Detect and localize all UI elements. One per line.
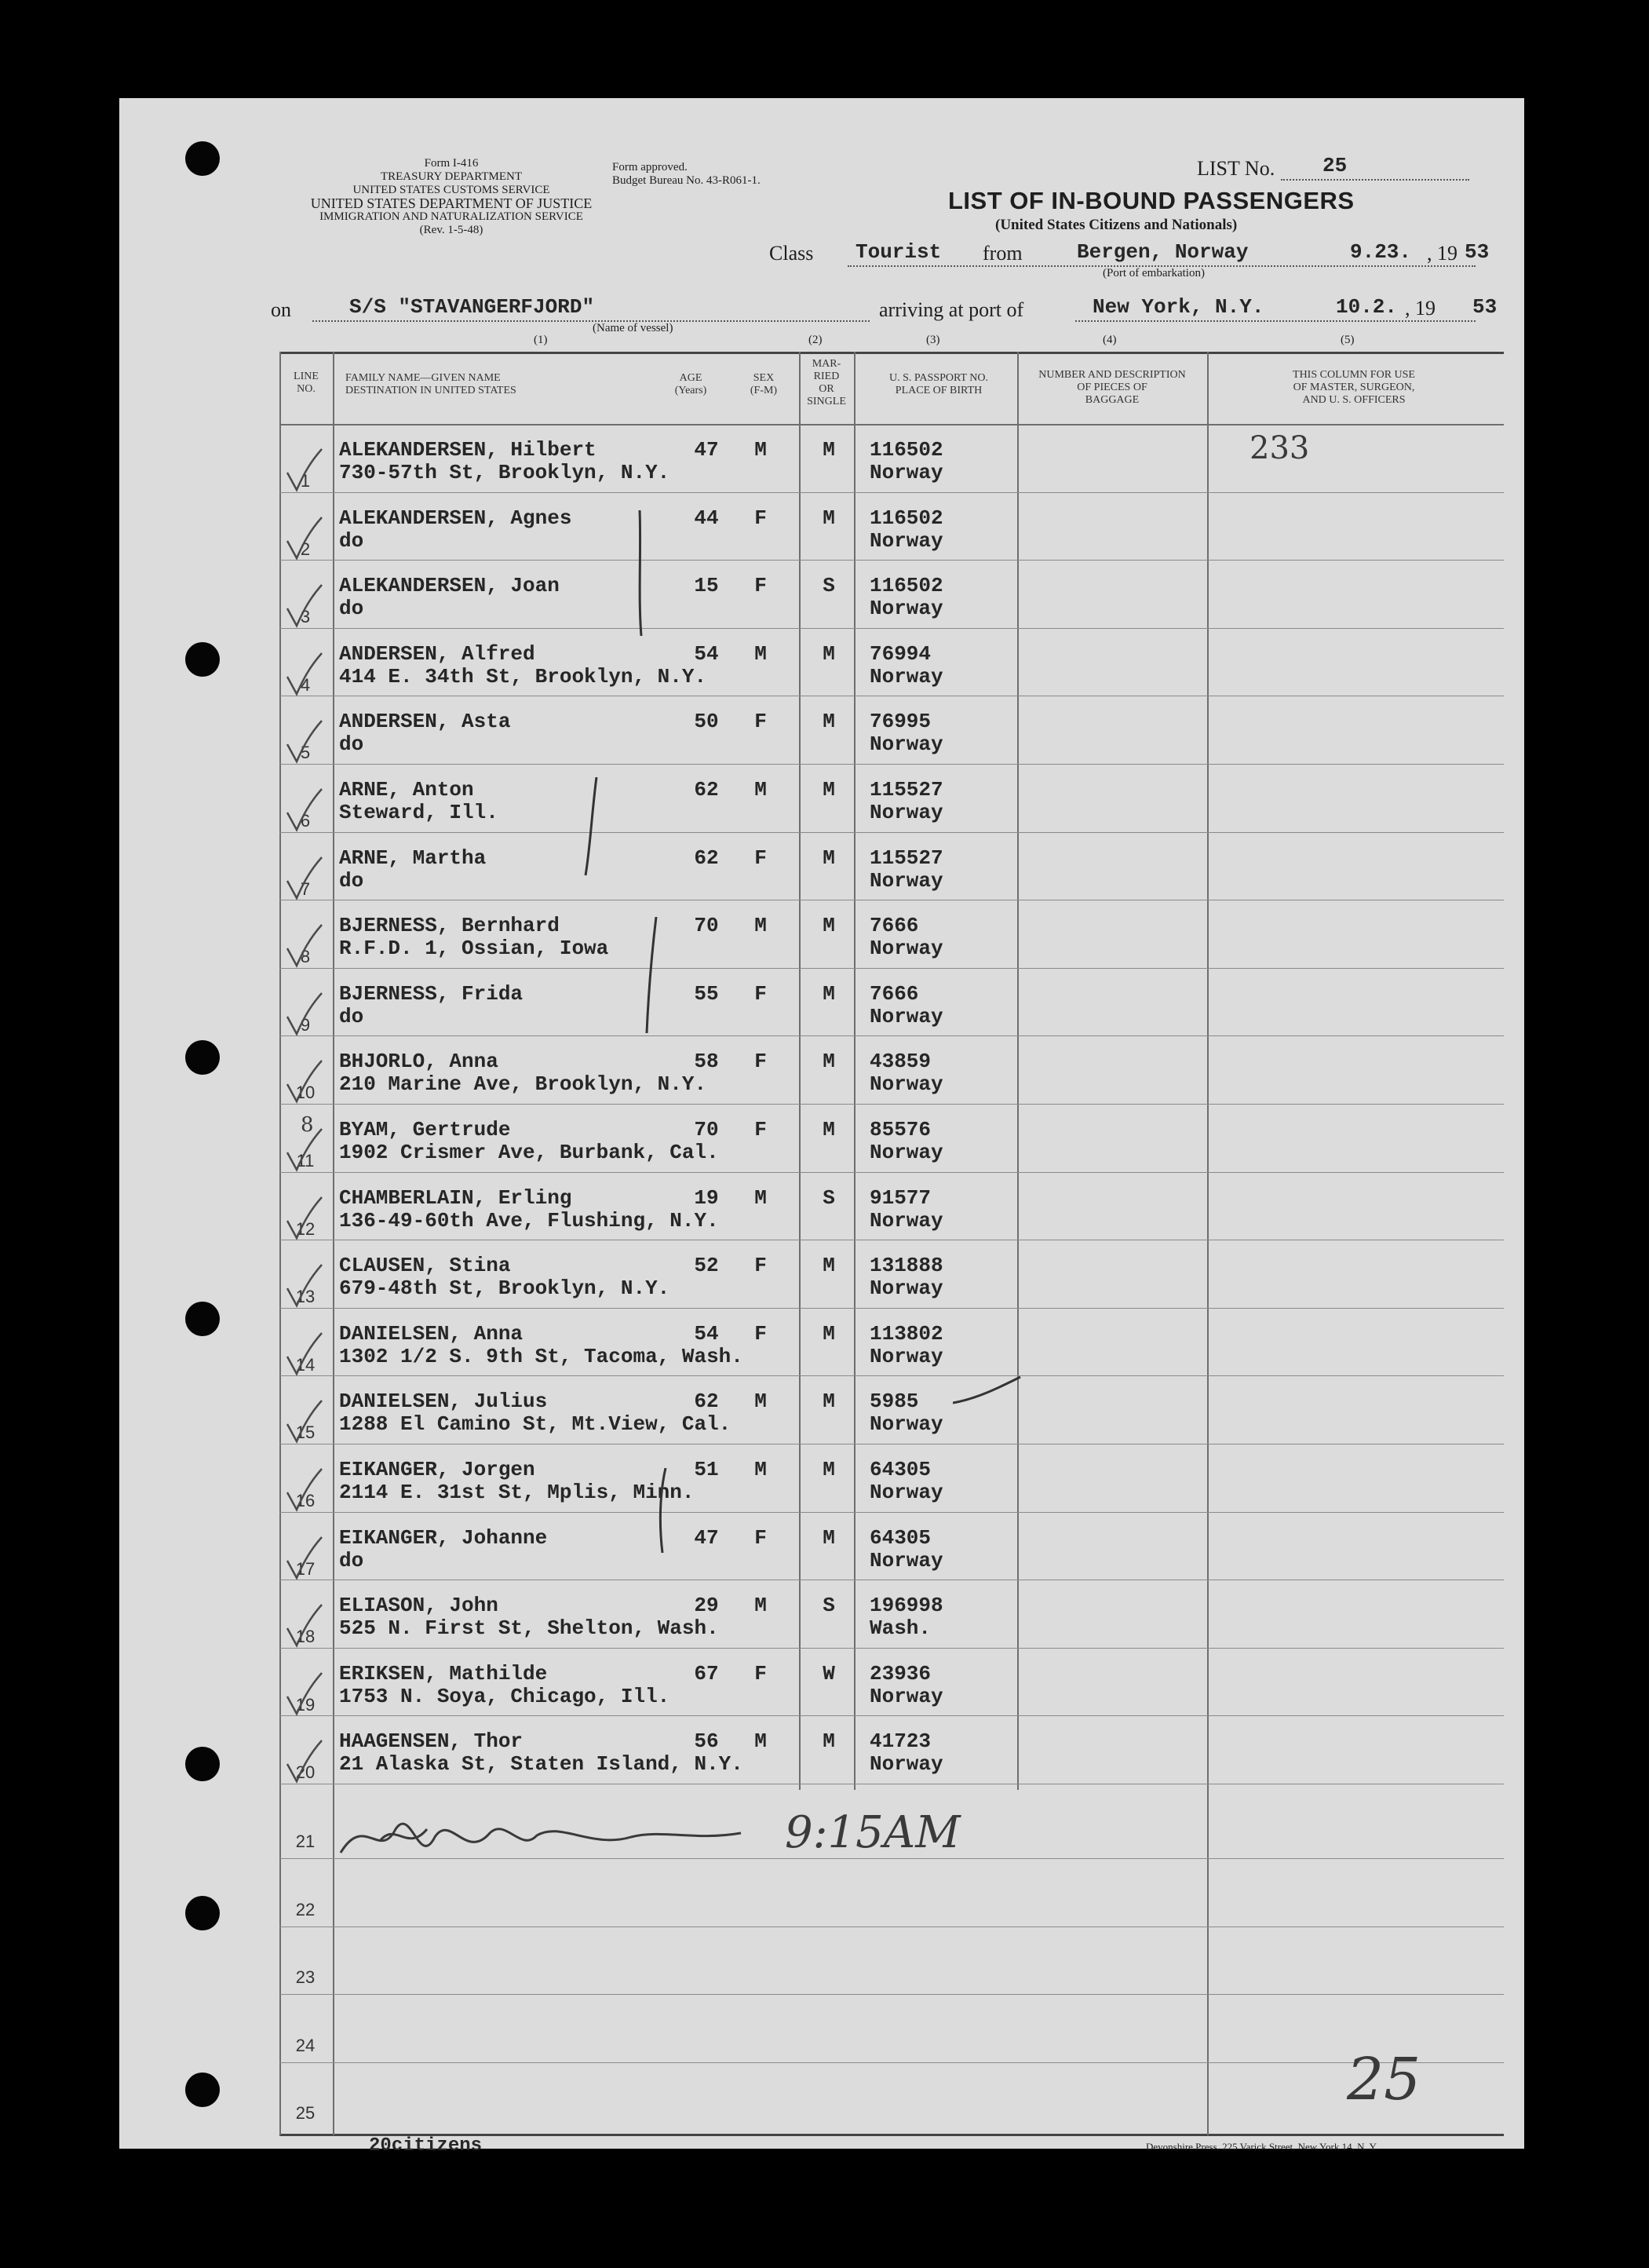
check-mark-icon [286,1601,325,1649]
table-row [279,634,1504,702]
passport-number: 43859 [870,1050,932,1074]
passport-number: 115527 [870,845,943,870]
place-of-birth: Norway [870,1481,943,1504]
passport-number: 76995 [870,710,932,734]
passenger-name: BJERNESS, Bernhard [339,914,560,938]
destination: 730-57th St, Brooklyn, N.Y. [339,461,670,484]
list-no-line [1281,179,1469,181]
embark-caption: (Port of embarkation) [1103,267,1205,279]
header-name: FAMILY NAME—GIVEN NAME DESTINATION IN UNITED STATES [345,372,516,396]
sex: F [754,710,767,734]
table-row [279,974,1504,1042]
line-number: 20 [295,1762,316,1783]
table-row [279,770,1504,838]
header-age: AGE (Years) [674,372,707,396]
sex: F [754,574,767,598]
signature-time: 9:15AM [785,1807,961,1858]
binder-hole [185,1302,220,1336]
marital-status: M [823,1525,835,1550]
check-mark-icon [286,1194,325,1241]
age: 55 [694,981,719,1006]
passenger-name: DANIELSEN, Anna [339,1321,524,1346]
passenger-name: ARNE, Martha [339,845,487,870]
sex: M [754,1390,767,1414]
check-mark-icon [286,786,325,833]
passport-number: 115527 [870,778,943,802]
line-number: 19 [295,1694,316,1715]
destination: 1302 1/2 S. 9th St, Tacoma, Wash. [339,1344,743,1368]
check-stroke [624,510,655,636]
destination: 1753 N. Soya, Chicago, Ill. [339,1684,670,1708]
place-of-birth: Norway [870,597,943,621]
table-row [279,1110,1504,1178]
passenger-name: ALEKANDERSEN, Joan [339,574,560,598]
marital-status: M [823,710,835,734]
marital-status: S [823,1185,835,1210]
age: 62 [694,1390,719,1414]
form-approval [612,161,761,188]
passport-number: 196998 [870,1594,943,1618]
place-of-birth: Norway [870,732,943,757]
printer-imprint: Devonshire Press, 225 Varick Street, New York 14, N. Y. [1146,2141,1378,2153]
binder-hole [185,642,220,677]
place-of-birth: Norway [870,1344,943,1368]
age: 29 [694,1594,719,1618]
header-bottom-border [279,424,1504,425]
arrival-port: New York, N.Y. [1093,295,1264,319]
line-number: 9 [300,1014,311,1035]
line-number: 11 [296,1151,315,1171]
treasury-dept: TREASURY DEPARTMENT [380,170,523,183]
column-number-5: (5) [1341,334,1355,346]
destination: R.F.D. 1, Ossian, Iowa [339,937,609,961]
arrival-line [1075,320,1476,322]
age: 47 [694,1525,719,1550]
age: 67 [694,1661,719,1685]
justice-dept: UNITED STATES DEPARTMENT OF JUSTICE [310,195,593,211]
check-mark-icon [286,1262,325,1309]
sex: F [754,1118,767,1141]
line-number: 5 [300,743,311,763]
age: 52 [694,1254,719,1278]
destination: do [339,1004,364,1028]
vessel-caption: (Name of vessel) [593,322,673,334]
sex: F [754,1321,767,1346]
passport-number: 41723 [870,1729,932,1754]
table-row [279,499,1504,566]
line-number: 21 [295,1832,316,1851]
sex: F [754,845,767,870]
place-of-birth: Wash. [870,1616,932,1641]
age: 54 [694,1321,719,1346]
check-mark-icon [286,650,325,697]
passport-number: 113802 [870,1321,943,1346]
document-subtitle: (United States Citizens and Nationals) [995,217,1238,233]
marital-status: M [823,1254,835,1278]
table-row [279,838,1504,906]
header-sex: SEX (F-M) [750,372,778,396]
form-number: Form I-416 [424,157,479,170]
header-officers: THIS COLUMN FOR USE OF MASTER, SURGEON, AND U. S. OFFICERS [1293,369,1415,406]
approved-text: Form approved. [612,161,688,173]
binder-hole [185,1896,220,1930]
line-number: 1 [300,471,311,491]
marital-status: W [823,1661,835,1685]
age: 51 [694,1458,719,1481]
line-number: 8 [300,947,311,967]
place-of-birth: Norway [870,1072,943,1097]
line-number: 10 [295,1083,316,1103]
sex: F [754,1254,767,1278]
table-row [279,1586,1504,1653]
passport-number: 5985 [870,1390,919,1414]
binder-hole [185,2073,220,2107]
revision: (Rev. 1-5-48) [419,224,483,236]
officer-number: 233 [1250,430,1310,466]
line-number: 18 [295,1627,316,1647]
line-number: 3 [300,607,311,627]
check-mark-icon [286,1466,325,1513]
header-baggage: NUMBER AND DESCRIPTION OF PIECES OF BAGGAGE [1038,369,1186,406]
list-no-value: 25 [1322,154,1348,177]
marital-status: M [823,506,835,530]
check-stroke [579,777,611,879]
table-row [279,1178,1504,1246]
sex: M [754,438,767,462]
passenger-name: CLAUSEN, Stina [339,1254,511,1278]
destination: 136-49-60th Ave, Flushing, N.Y. [339,1208,719,1233]
marital-status: M [823,1458,835,1481]
check-mark-icon [286,990,325,1037]
passport-number: 131888 [870,1254,943,1278]
binder-hole [185,141,220,176]
age: 70 [694,914,719,938]
depart-date: 9.23. [1350,240,1412,264]
check-mark-icon [286,582,325,629]
passport-number: 64305 [870,1525,932,1550]
line-number: 17 [295,1558,316,1579]
passenger-name: ELIASON, John [339,1594,498,1618]
check-mark-icon [286,514,325,561]
row-separator [279,2062,1504,2063]
place-of-birth: Norway [870,528,943,553]
line-number: 22 [295,1899,316,1919]
list-no-label: LIST No. [1197,157,1275,180]
marital-status: M [823,1118,835,1141]
line-number: 4 [300,674,311,695]
place-of-birth: Norway [870,1752,943,1777]
destination: Steward, Ill. [339,801,498,824]
on-label: on [271,298,291,321]
age: 54 [694,641,719,666]
citizen-total: 20citizens [369,2135,483,2157]
age: 56 [694,1729,719,1754]
place-of-birth: Norway [870,868,943,893]
passenger-name: HAAGENSEN, Thor [339,1729,524,1754]
marital-status: M [823,1321,835,1346]
age: 70 [694,1118,719,1141]
destination: 525 N. First St, Shelton, Wash. [339,1616,719,1641]
document-title: LIST OF IN-BOUND PASSENGERS [948,187,1355,214]
destination: 1902 Crismer Ave, Burbank, Cal. [339,1141,719,1164]
passenger-name: DANIELSEN, Julius [339,1390,548,1414]
line-number: 7 [300,878,311,899]
sex: F [754,1050,767,1074]
table-row [279,1382,1504,1449]
passenger-name: ALEKANDERSEN, Agnes [339,506,572,530]
arrival-year-prefix: , 19 [1405,297,1436,320]
line-number: 15 [295,1423,316,1443]
table-row [279,566,1504,634]
check-mark-icon [286,1534,325,1581]
place-of-birth: Norway [870,1004,943,1028]
destination: 210 Marine Ave, Brooklyn, N.Y. [339,1072,707,1097]
check-mark-icon [286,1670,325,1717]
line-number: 6 [300,811,311,831]
marital-status: S [823,574,835,598]
table-row [279,702,1504,769]
sex: M [754,1729,767,1754]
line-number: 14 [295,1354,316,1375]
table-row [279,906,1504,973]
customs-service: UNITED STATES CUSTOMS SERVICE [352,184,550,196]
check-mark-icon [286,1330,325,1377]
passenger-name: BYAM, Gertrude [339,1118,511,1141]
place-of-birth: Norway [870,1208,943,1233]
place-of-birth: Norway [870,1684,943,1708]
destination: do [339,528,364,553]
destination: do [339,868,364,893]
check-mark-icon [286,718,325,765]
binder-hole [185,1040,220,1075]
destination: 2114 E. 31st St, Mplis, Minn. [339,1481,695,1504]
place-of-birth: Norway [870,461,943,484]
check-stroke [953,1375,1023,1407]
passport-number: 116502 [870,574,943,598]
check-stroke [648,1468,680,1554]
table-row [279,1042,1504,1109]
header-passport: U. S. PASSPORT NO. PLACE OF BIRTH [889,372,988,396]
passenger-name: EIKANGER, Johanne [339,1525,548,1550]
sex: F [754,1525,767,1550]
marital-status: M [823,981,835,1006]
check-stroke [637,917,669,1035]
sex: F [754,506,767,530]
marital-status: M [823,641,835,666]
corner-number: 25 [1347,2046,1421,2113]
destination: do [339,732,364,757]
table-top-border [279,352,1504,354]
line-number: 2 [300,539,311,559]
age: 15 [694,574,719,598]
table-row [279,1314,1504,1382]
check-mark-icon [286,922,325,969]
column-number-4: (4) [1103,334,1117,346]
passport-number: 7666 [870,981,919,1006]
from-label: from [983,242,1023,265]
table-row [279,1450,1504,1517]
row-separator [279,1994,1504,1995]
line11-mark: 8 [301,1113,314,1137]
passenger-name: CHAMBERLAIN, Erling [339,1185,572,1210]
age: 50 [694,710,719,734]
place-of-birth: Norway [870,937,943,961]
age: 62 [694,845,719,870]
marital-status: S [823,1594,835,1618]
sex: M [754,1458,767,1481]
table-row [279,1246,1504,1313]
destination: do [339,1548,364,1572]
destination: 679-48th St, Brooklyn, N.Y. [339,1276,670,1301]
line-number: 12 [295,1218,316,1239]
check-mark-icon [286,1057,325,1105]
sex: F [754,1661,767,1685]
depart-year: 53 [1465,240,1490,264]
destination: do [339,597,364,621]
table-row [279,1518,1504,1586]
marital-status: M [823,845,835,870]
passport-number: 7666 [870,914,919,938]
line-number: 24 [295,2035,316,2055]
passenger-name: ARNE, Anton [339,778,474,802]
check-mark-icon [286,1397,325,1444]
sex: F [754,981,767,1006]
marital-status: M [823,778,835,802]
arriving-label: arriving at port of [879,298,1024,321]
sex: M [754,778,767,802]
passport-number: 76994 [870,641,932,666]
passport-number: 64305 [870,1458,932,1481]
line-number: 23 [295,1967,316,1988]
class-label: Class [769,242,814,265]
column-number-2: (2) [808,334,823,346]
place-of-birth: Norway [870,1548,943,1572]
marital-status: M [823,438,835,462]
table-row [279,430,1504,498]
passport-number: 91577 [870,1185,932,1210]
marital-status: M [823,1729,835,1754]
class-value: Tourist [856,240,942,264]
place-of-birth: Norway [870,1141,943,1164]
destination: 21 Alaska St, Staten Island, N.Y. [339,1752,743,1777]
sex: M [754,1594,767,1618]
age: 47 [694,438,719,462]
passport-number: 116502 [870,438,943,462]
check-mark-icon [286,854,325,901]
line-number: 25 [295,2103,316,2124]
age: 62 [694,778,719,802]
sex: M [754,1185,767,1210]
table-row [279,1654,1504,1722]
check-mark-icon [286,1737,325,1784]
table-row [279,1722,1504,1789]
form-agency-block [275,157,628,237]
place-of-birth: Norway [870,664,943,688]
passport-number: 23936 [870,1661,932,1685]
arrival-date: 10.2. [1336,295,1398,319]
passport-number: 116502 [870,506,943,530]
place-of-birth: Norway [870,801,943,824]
arrival-year: 53 [1472,295,1498,319]
sex: M [754,914,767,938]
marital-status: M [823,1390,835,1414]
place-of-birth: Norway [870,1412,943,1437]
destination: 1288 El Camino St, Mt.View, Cal. [339,1412,731,1437]
sex: M [754,641,767,666]
column-number-3: (3) [926,334,940,346]
destination: 414 E. 34th St, Brooklyn, N.Y. [339,664,707,688]
marital-status: M [823,1050,835,1074]
passenger-name: ERIKSEN, Mathilde [339,1661,548,1685]
line-number: 13 [295,1287,316,1307]
header-married: MAR- RIED OR SINGLE [807,358,846,407]
age: 58 [694,1050,719,1074]
passenger-name: ALEKANDERSEN, Hilbert [339,438,596,462]
header-line-no: LINE NO. [294,371,319,395]
binder-hole [185,1747,220,1781]
passenger-name: ANDERSEN, Asta [339,710,511,734]
vessel-line [312,320,870,322]
signature-scribble [333,1806,772,1876]
depart-year-prefix: , 19 [1427,242,1457,265]
marital-status: M [823,914,835,938]
ins-service: IMMIGRATION AND NATURALIZATION SERVICE [319,210,583,223]
passenger-name: BJERNESS, Frida [339,981,524,1006]
budget-text: Budget Bureau No. 43-R061-1. [612,174,761,187]
place-of-birth: Norway [870,1276,943,1301]
age: 44 [694,506,719,530]
passport-number: 85576 [870,1118,932,1141]
check-mark-icon [286,446,325,493]
vessel-name: S/S "STAVANGERFJORD" [349,295,595,319]
embark-port: Bergen, Norway [1077,240,1249,264]
line-number: 16 [295,1491,316,1510]
age: 19 [694,1185,719,1210]
column-number-1: (1) [534,334,548,346]
passenger-name: ANDERSEN, Alfred [339,641,535,666]
passenger-name: EIKANGER, Jorgen [339,1458,535,1481]
passenger-name: BHJORLO, Anna [339,1050,498,1074]
